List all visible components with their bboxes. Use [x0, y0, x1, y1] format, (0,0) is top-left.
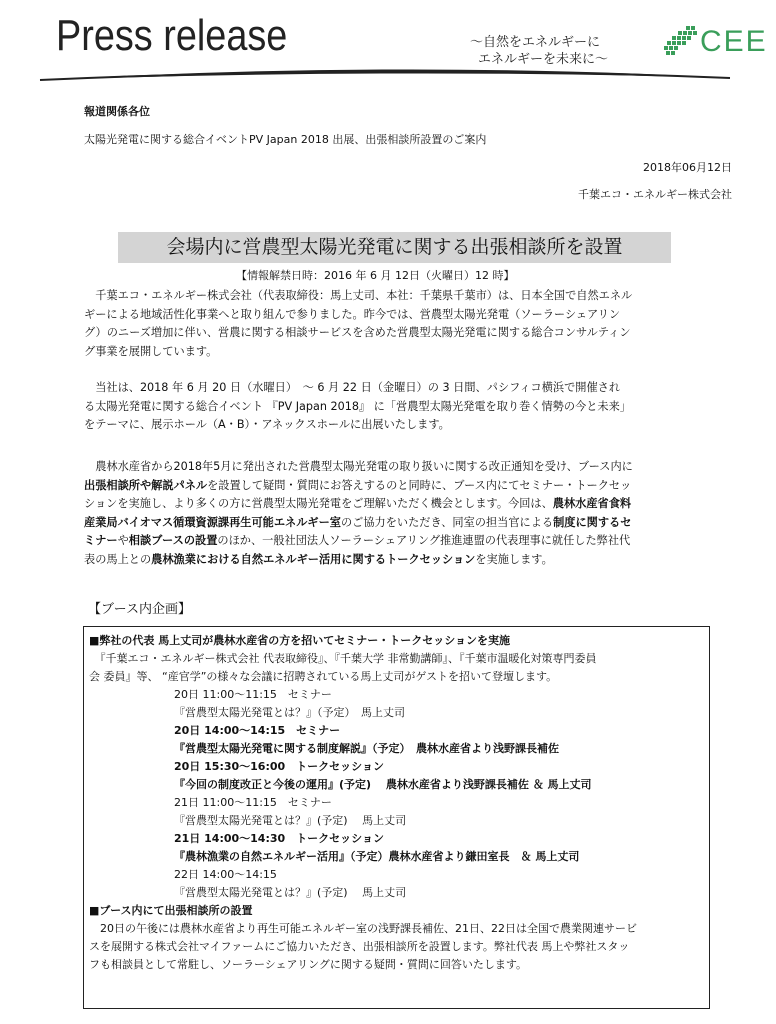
section-desc-line: 20日の午後には農林水産省より再生可能エネルギー室の浅野課長補佐、21日、22日は全国で農業関連サービ: [89, 922, 637, 935]
press-release-title: Press release: [56, 11, 288, 60]
subject: 太陽光発電に関する総合イベントPV Japan 2018 出展、出張相談所設置のご案内: [84, 133, 487, 146]
paragraph-line: をテーマに、展示ホール（A・B）・アネックスホールに出展いたします。: [84, 418, 450, 432]
paragraph-intro: [84, 287, 706, 361]
booth-plan-heading: 【ブース内企画】: [88, 602, 191, 617]
section-title-consultation: ■ブース内にて出張相談所の設置: [89, 904, 253, 917]
section-desc-line: 『千葉エコ・エネルギー株式会社 代表取締役』、『千葉大学 非常勤講師』、『千葉市温暖化対策専門委員: [89, 652, 597, 665]
schedule-detail: 『農林漁業の自然エネルギー活用』（予定）農林水産省より鎌田室長 ＆ 馬上丈司: [174, 850, 580, 863]
paragraph-line: 千葉エコ・エネルギー株式会社（代表取締役：馬上丈司、本社：千葉県千葉市）は、日本全国で自然エネル: [84, 289, 633, 302]
section-title-seminar: ■弊社の代表 馬上丈司が農林水産省の方を招いてセミナー・トークセッションを実施: [89, 634, 510, 647]
schedule-list: [89, 686, 704, 902]
paragraph-line: [84, 458, 706, 477]
section-desc-line: スを展開する株式会社マイファームにご協力いただき、出張相談所を設置します。弊社代表 馬上や弊社スタッ: [89, 940, 630, 953]
text-run: ションを実施し、より多くの方に営農型太陽光発電をご理解いただく機会とします。今回は、: [84, 497, 553, 511]
recipient: 報道関係各位: [84, 105, 150, 118]
paragraph-line: る太陽光発電に関する総合イベント 『PV Japan 2018』 に「営農型太陽光発電を取り巻く情勢の今と未来」: [84, 399, 631, 413]
cee-logo-mark-icon: [664, 26, 698, 60]
paragraph-line: [84, 477, 706, 496]
company-name: 千葉エコ・エネルギー株式会社: [578, 188, 732, 201]
paragraph-line: [84, 514, 706, 533]
text-run: を設置して疑問・質問にお答えするのと同時に、ブース内にてセミナー・トークセッ: [207, 478, 632, 492]
paragraph-line: グ事業を展開しています。: [84, 344, 218, 358]
schedule-time: 21日 14:00～14:30 トークセッション: [174, 832, 384, 845]
paragraph-line: [84, 532, 706, 551]
header-swoosh: [0, 60, 776, 110]
text-run: 表の馬上との: [84, 552, 152, 566]
paragraph-line: 当社は、2018 年 6 月 20 日（水曜日） ～ 6 月 22 日（金曜日）の 3 日間、パシフィコ横浜で開催され: [84, 381, 621, 394]
text-run: を実施します。: [475, 552, 553, 566]
schedule-detail: 『営農型太陽光発電に関する制度解説』（予定） 農林水産省より浅野課長補佐: [174, 742, 559, 755]
schedule-time: 20日 11:00～11:15 セミナー: [174, 688, 332, 701]
bold-run: ミナー: [84, 534, 118, 548]
tagline-line-2: エネルギーを未来に〜: [478, 52, 609, 67]
booth-plan-content: [89, 632, 704, 974]
schedule-detail: 『今回の制度改正と今後の運用』(予定) 農林水産省より浅野課長補佐 ＆ 馬上丈司: [174, 778, 592, 791]
text-run: のご協力をいただき、同室の担当官による: [340, 515, 554, 529]
text-run: 農林水産省から2018年5月に発出された営農型太陽光発電の取り扱いに関する改正通知を受け、ブース内に: [84, 460, 633, 473]
bold-run: 出張相談所や解説パネル: [84, 478, 208, 492]
bold-run: 制度に関するセ: [553, 515, 632, 529]
paragraph-exhibition: [84, 379, 706, 435]
schedule-detail: 『営農型太陽光発電とは？』（予定） 馬上丈司: [174, 706, 405, 719]
release-date: 2018年06月12日: [643, 161, 732, 174]
schedule-time: 21日 11:00～11:15 セミナー: [174, 796, 332, 809]
bold-run: 相談ブースの設置: [128, 534, 218, 548]
paragraph-line: [84, 495, 706, 514]
paragraph-line: [84, 551, 706, 570]
paragraph-line: ギーによる地域活性化事業へと取り組んで参りました。昨今では、営農型太陽光発電（ソーラーシェアリン: [84, 307, 621, 321]
bold-run: 農林漁業における自然エネルギー活用に関するトークセッション: [151, 552, 476, 566]
schedule-detail: 『営農型太陽光発電とは？』(予定) 馬上丈司: [174, 886, 407, 899]
section-desc-line: フも相談員として常駐し、ソーラーシェアリングに関する疑問・質問に回答いたします。: [89, 958, 528, 971]
tagline-line-1: 〜自然をエネルギーに: [470, 35, 601, 50]
bold-run: 産業局バイオマス循環資源課再生可能エネルギー室: [84, 515, 341, 529]
bold-run: 農林水産省食料: [552, 497, 632, 511]
text-run: や: [117, 534, 129, 548]
paragraph-details: [84, 458, 706, 570]
schedule-detail: 『営農型太陽光発電とは？』(予定) 馬上丈司: [174, 814, 407, 827]
paragraph-line: グ）のニーズ増加に伴い、営農に関する相談サービスを含めた営農型太陽光発電に関する総合コンサルティン: [84, 326, 631, 340]
schedule-time: 20日 15:30～16:00 トークセッション: [174, 760, 384, 773]
cee-logo-text: CEE: [700, 25, 768, 58]
schedule-time: 22日 14:00～14:15: [174, 868, 277, 881]
text-run: のほか、一般社団法人ソーラーシェアリング推進連盟の代表理事に就任した弊社代: [217, 534, 631, 548]
embargo-notice: 【情報解禁日時：2016 年 6 月 12日（火曜日）12 時】: [236, 269, 515, 282]
headline: 会場内に営農型太陽光発電に関する出張相談所を設置: [166, 236, 623, 258]
schedule-time: 20日 14:00～14:15 セミナー: [174, 724, 341, 737]
section-desc-line: 会 委員』等、 “産官学”の様々な会議に招聘されている馬上丈司がゲストを招いて登壇します。: [89, 670, 558, 683]
